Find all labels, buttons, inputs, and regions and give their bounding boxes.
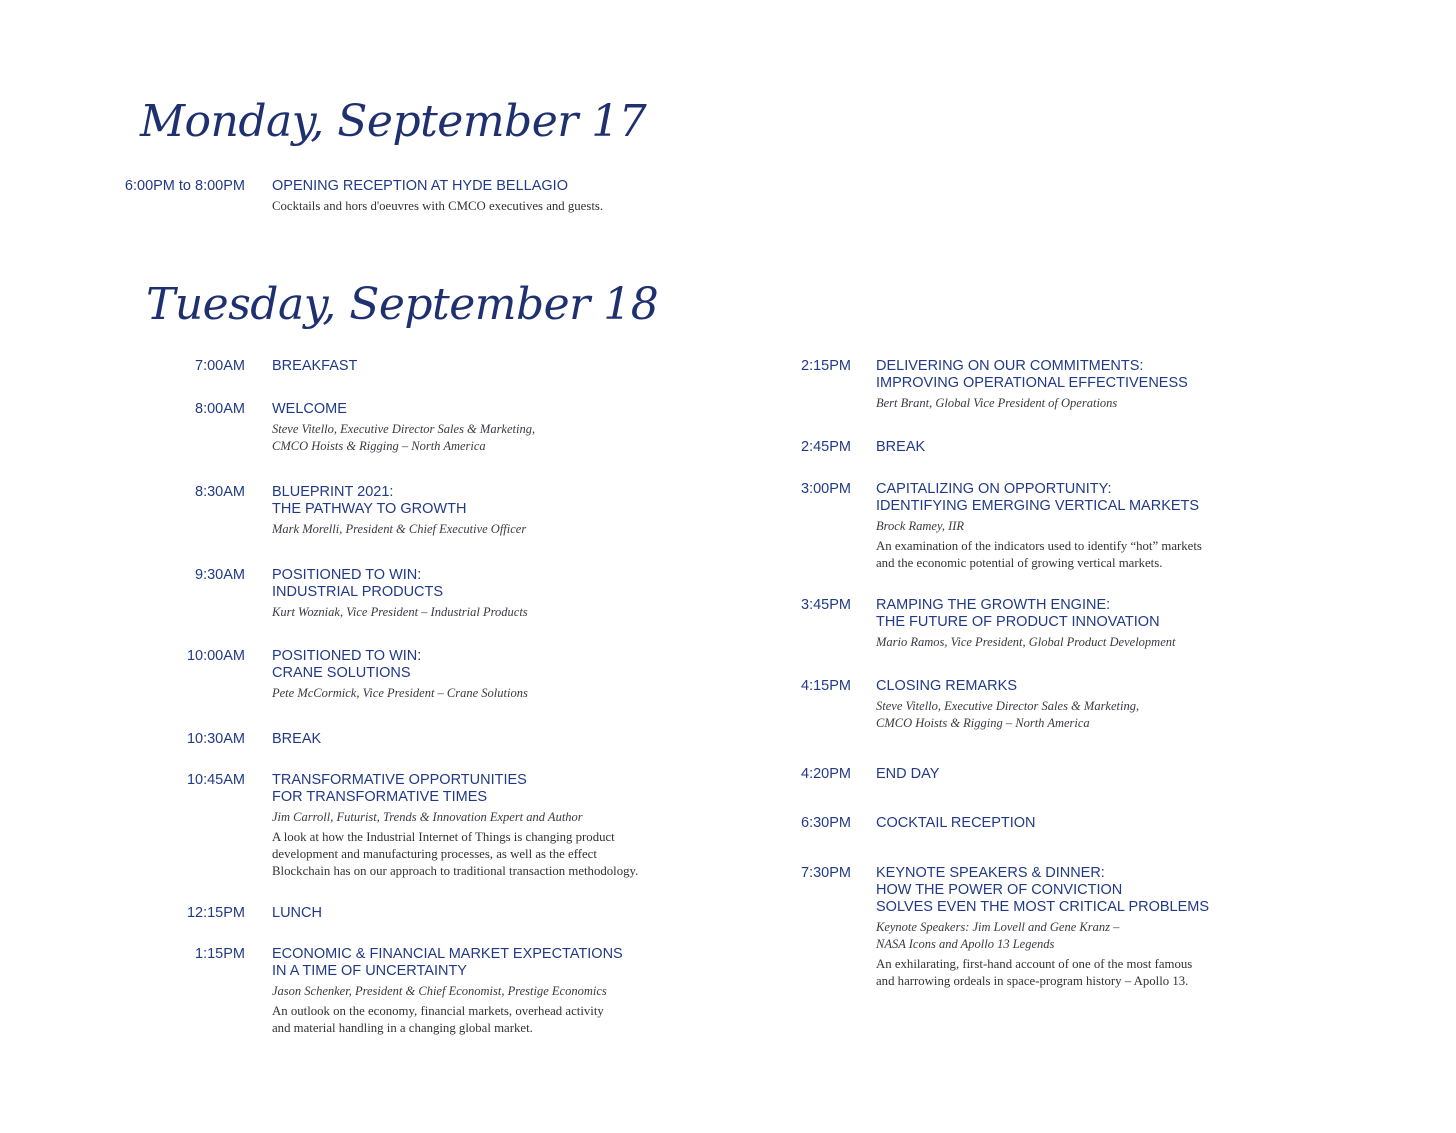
- event-title: FOR TRANSFORMATIVE TIMES: [272, 789, 488, 805]
- event-title: RAMPING THE GROWTH ENGINE:: [876, 597, 1111, 613]
- event-description: An outlook on the economy, financial markets, overhead activity: [272, 1004, 604, 1018]
- event-description: and the economic potential of growing vertical markets.: [876, 556, 1163, 570]
- event-time: 2:15PM: [801, 358, 851, 374]
- event-time: 2:45PM: [801, 439, 851, 455]
- event-time: 3:00PM: [801, 481, 851, 497]
- event-time: 6:30PM: [801, 815, 851, 831]
- event-speaker: Mark Morelli, President & Chief Executive Officer: [272, 522, 527, 536]
- event-speaker: Kurt Wozniak, Vice President – Industrial Products: [272, 605, 528, 619]
- event-title: CLOSING REMARKS: [876, 678, 1017, 694]
- event-title: CAPITALIZING ON OPPORTUNITY:: [876, 481, 1112, 497]
- event-time: 9:30AM: [195, 567, 245, 583]
- event-title: LUNCH: [272, 905, 322, 921]
- event-title: POSITIONED TO WIN:: [272, 648, 422, 664]
- event-title: END DAY: [876, 766, 940, 782]
- event-time: 8:30AM: [195, 484, 245, 500]
- event-description: An examination of the indicators used to identify “hot” markets: [876, 539, 1202, 553]
- event-title: ECONOMIC & FINANCIAL MARKET EXPECTATIONS: [272, 946, 623, 962]
- event-description: and harrowing ordeals in space-program history – Apollo 13.: [876, 974, 1189, 988]
- event-title: IN A TIME OF UNCERTAINTY: [272, 963, 467, 979]
- event-description: and material handling in a changing global market.: [272, 1021, 533, 1035]
- event-description: A look at how the Industrial Internet of Things is changing product: [272, 830, 615, 844]
- event-description: Cocktails and hors d'oeuvres with CMCO executives and guests.: [272, 199, 604, 213]
- event-time: 3:45PM: [801, 597, 851, 613]
- event-speaker: Jason Schenker, President & Chief Economist, Prestige Economics: [272, 984, 607, 998]
- event-speaker: Steve Vitello, Executive Director Sales & Marketing,: [272, 422, 536, 436]
- event-speaker: Brock Ramey, IIR: [876, 519, 965, 533]
- event-title: BREAK: [876, 439, 926, 455]
- event-speaker: CMCO Hoists & Rigging – North America: [272, 439, 486, 453]
- event-description: development and manufacturing processes, as well as the effect: [272, 847, 597, 861]
- event-time: 10:00AM: [186, 648, 245, 664]
- event-speaker: Pete McCormick, Vice President – Crane Solutions: [272, 686, 528, 700]
- event-speaker: Steve Vitello, Executive Director Sales & Marketing,: [876, 699, 1140, 713]
- event-title: CRANE SOLUTIONS: [272, 665, 411, 681]
- event-time: 7:30PM: [801, 865, 851, 881]
- event-title: OPENING RECEPTION AT HYDE BELLAGIO: [272, 178, 568, 194]
- event-time: 8:00AM: [195, 401, 245, 417]
- event-title: DELIVERING ON OUR COMMITMENTS:: [876, 358, 1144, 374]
- event-title: THE PATHWAY TO GROWTH: [272, 501, 467, 517]
- event-title: SOLVES EVEN THE MOST CRITICAL PROBLEMS: [876, 899, 1210, 915]
- event-speaker: Jim Carroll, Futurist, Trends & Innovation Expert and Author: [272, 810, 583, 824]
- event-title: INDUSTRIAL PRODUCTS: [272, 584, 444, 600]
- event-speaker: CMCO Hoists & Rigging – North America: [876, 716, 1090, 730]
- event-title: WELCOME: [272, 401, 347, 417]
- event-time: 4:20PM: [801, 766, 851, 782]
- event-description: An exhilarating, first-hand account of one of the most famous: [876, 957, 1193, 971]
- event-description: Blockchain has on our approach to traditional transaction methodology.: [272, 864, 639, 878]
- event-speaker: Keynote Speakers: Jim Lovell and Gene Kranz –: [876, 920, 1120, 934]
- monday-heading: Monday, September 17: [140, 96, 647, 147]
- event-time: 1:15PM: [195, 946, 245, 962]
- event-title: THE FUTURE OF PRODUCT INNOVATION: [876, 614, 1160, 630]
- event-time: 4:15PM: [801, 678, 851, 694]
- event-title: HOW THE POWER OF CONVICTION: [876, 882, 1123, 898]
- event-time: 7:00AM: [195, 358, 245, 374]
- event-time: 6:00PM to 8:00PM: [124, 178, 245, 194]
- tuesday-heading: Tuesday, September 18: [146, 279, 659, 330]
- event-title: IMPROVING OPERATIONAL EFFECTIVENESS: [876, 375, 1188, 391]
- event-title: IDENTIFYING EMERGING VERTICAL MARKETS: [876, 498, 1200, 514]
- event-time: 10:30AM: [186, 731, 245, 747]
- event-title: TRANSFORMATIVE OPPORTUNITIES: [272, 772, 527, 788]
- event-title: POSITIONED TO WIN:: [272, 567, 422, 583]
- event-title: BREAK: [272, 731, 322, 747]
- event-title: BREAKFAST: [272, 358, 358, 374]
- event-title: KEYNOTE SPEAKERS & DINNER:: [876, 865, 1105, 881]
- event-speaker: NASA Icons and Apollo 13 Legends: [876, 937, 1055, 951]
- event-speaker: Mario Ramos, Vice President, Global Product Development: [876, 635, 1176, 649]
- event-title: COCKTAIL RECEPTION: [876, 815, 1036, 831]
- event-time: 12:15PM: [186, 905, 245, 921]
- event-title: BLUEPRINT 2021:: [272, 484, 394, 500]
- event-time: 10:45AM: [186, 772, 245, 788]
- event-speaker: Bert Brant, Global Vice President of Operations: [876, 396, 1118, 410]
